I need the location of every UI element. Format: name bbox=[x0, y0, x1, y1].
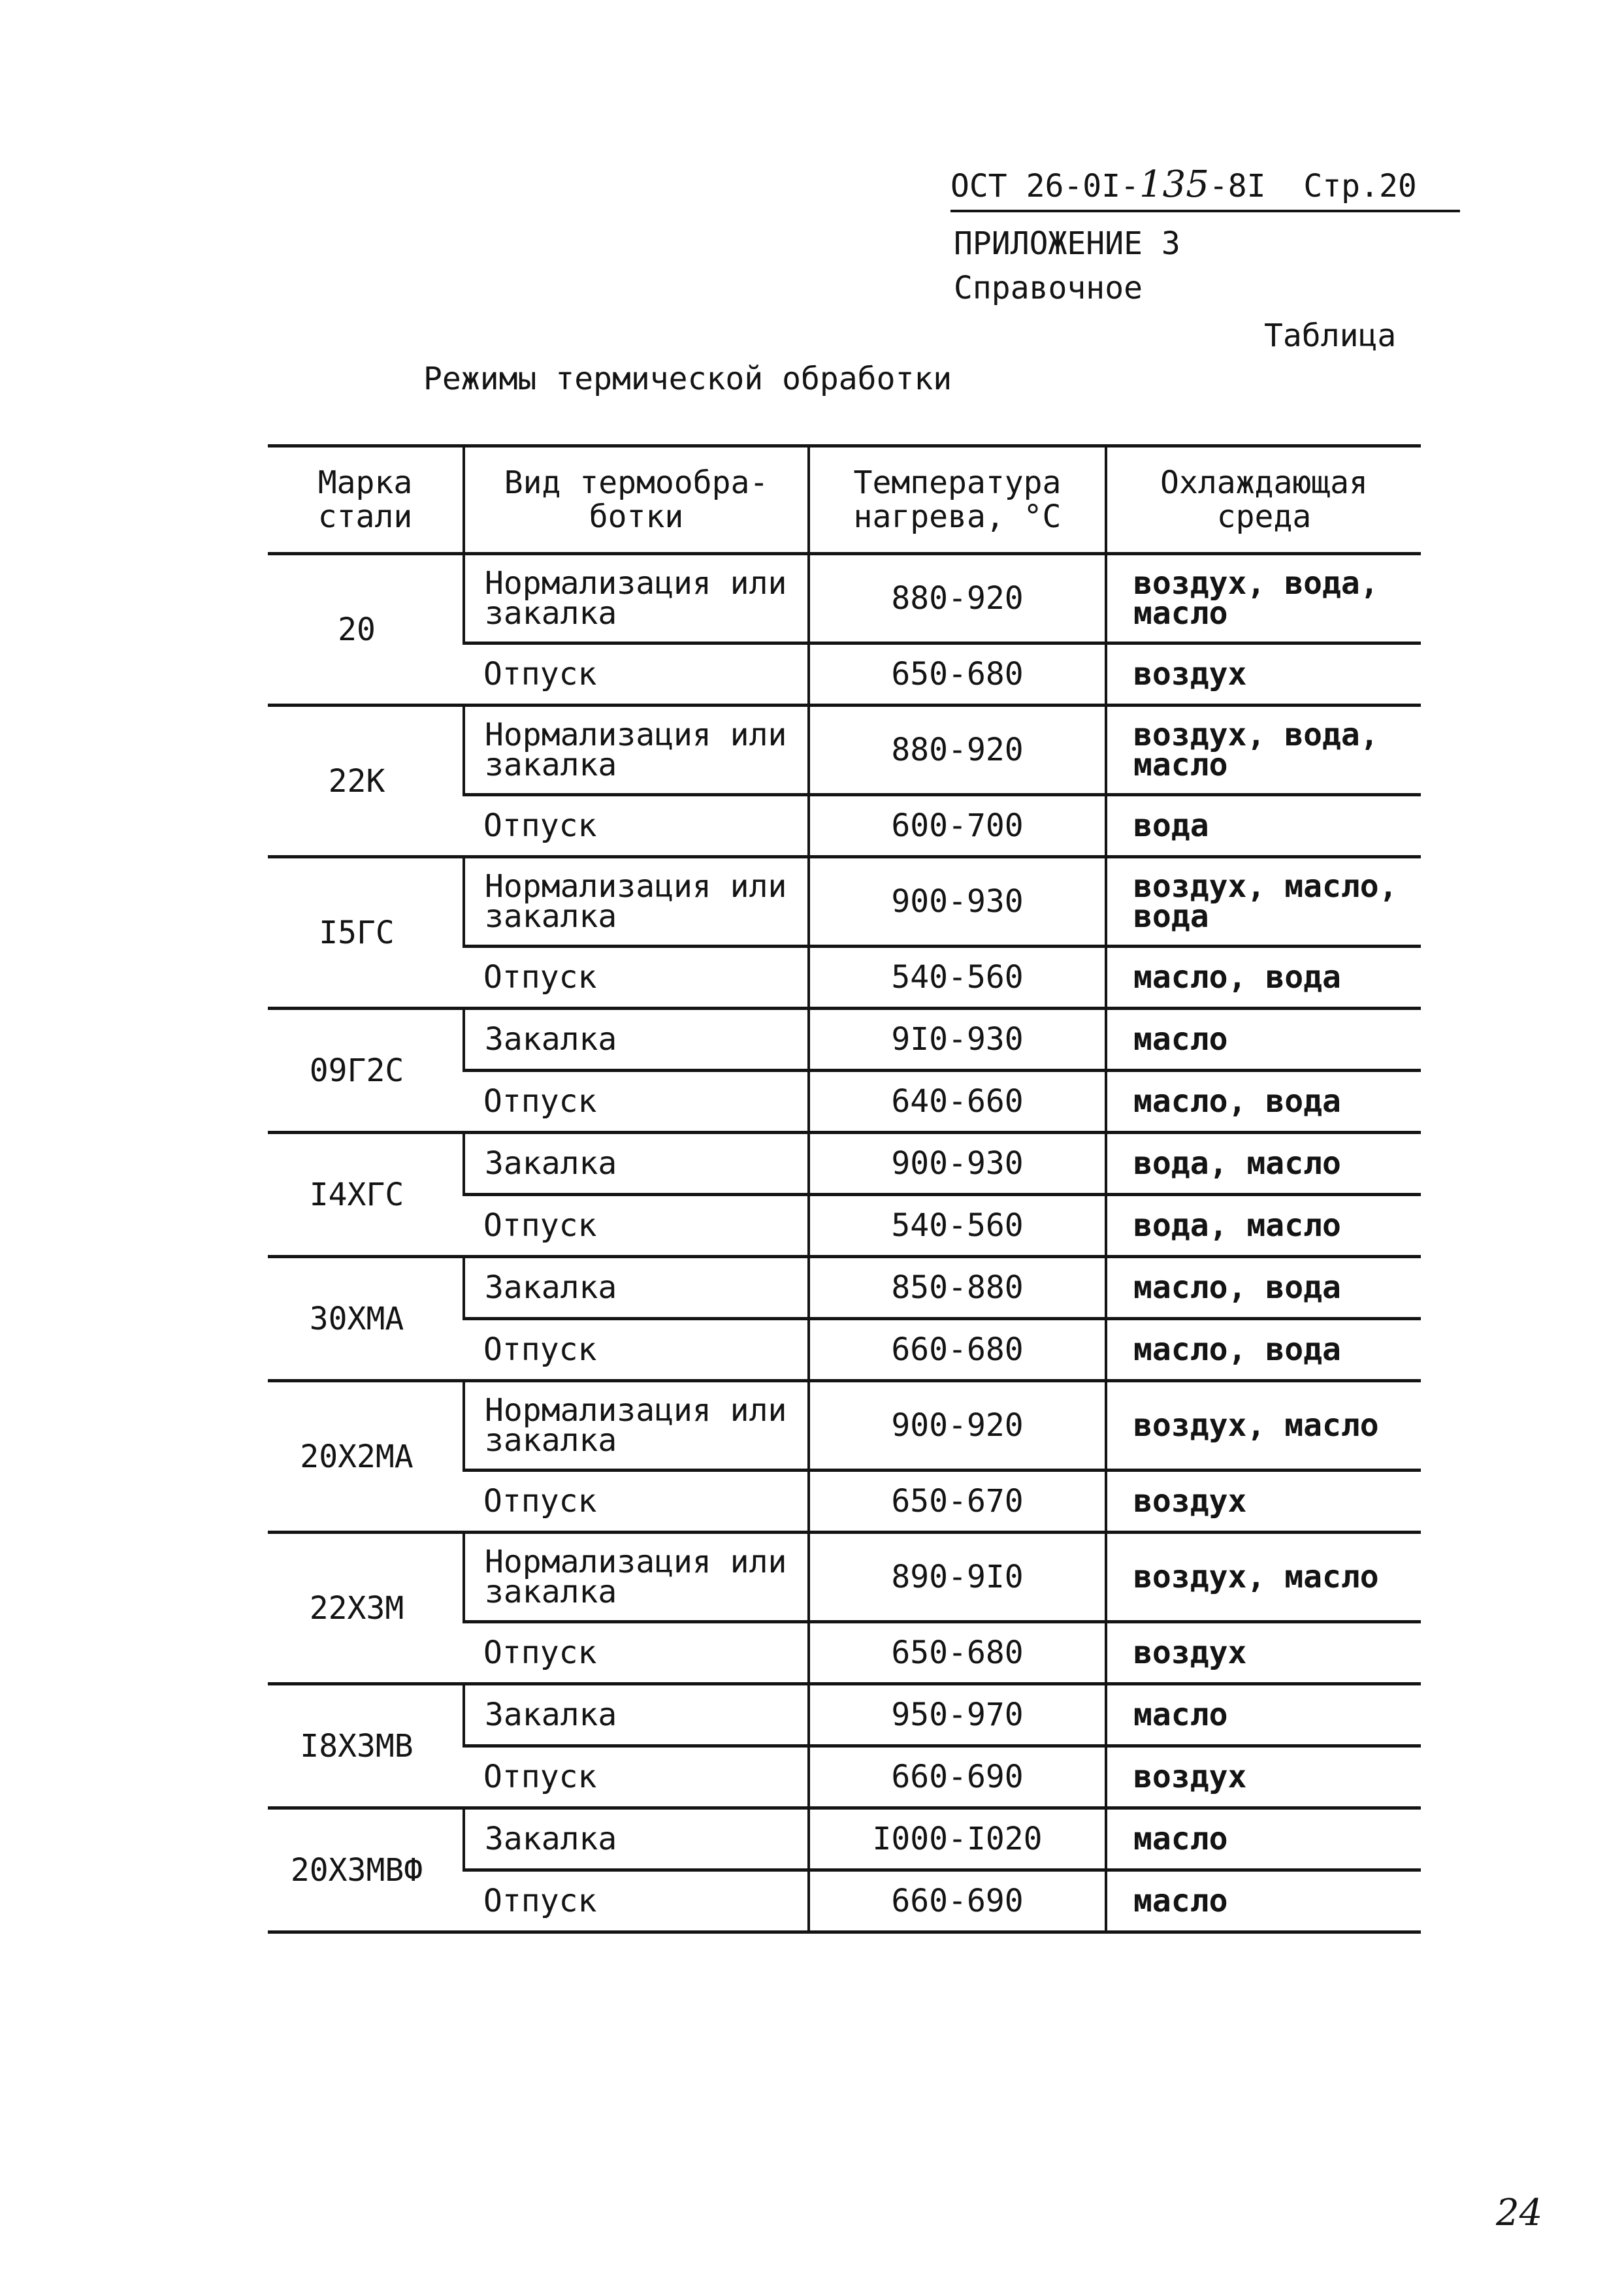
temperature-cell: 600-700 bbox=[809, 795, 1106, 857]
temperature-cell: 650-670 bbox=[809, 1471, 1106, 1533]
treatment-cell: Нормализация или закалка bbox=[464, 554, 809, 643]
steel-grade-cell: 20Х3МВФ bbox=[268, 1808, 464, 1932]
temperature-cell: 9I0-930 bbox=[809, 1009, 1106, 1071]
table-row bbox=[268, 1533, 1421, 1622]
temperature-cell: 900-930 bbox=[809, 1133, 1106, 1195]
temperature-cell: 660-690 bbox=[809, 1870, 1106, 1932]
column-header-medium: Охлаждающая среда bbox=[1106, 446, 1421, 554]
cooling-medium-cell: воздух, вода, масло bbox=[1106, 554, 1421, 643]
cooling-medium-cell: воздух, масло, вода bbox=[1106, 857, 1421, 947]
cooling-medium-cell: воздух, масло bbox=[1106, 1381, 1421, 1471]
table-row bbox=[268, 706, 1421, 795]
steel-grade-cell: 22Х3М bbox=[268, 1533, 464, 1684]
treatment-cell: Отпуск bbox=[464, 1071, 809, 1133]
table-body bbox=[268, 554, 1421, 1932]
cooling-medium-cell: масло bbox=[1106, 1684, 1421, 1746]
cooling-medium-cell: масло bbox=[1106, 1808, 1421, 1870]
cooling-medium-cell: воздух bbox=[1106, 1746, 1421, 1808]
temperature-cell: 890-9I0 bbox=[809, 1533, 1106, 1622]
treatment-cell: Отпуск bbox=[464, 1746, 809, 1808]
treatment-cell: Закалка bbox=[464, 1684, 809, 1746]
standard-designation bbox=[950, 163, 1460, 212]
cooling-medium-cell: воздух bbox=[1106, 1471, 1421, 1533]
treatment-cell: Закалка bbox=[464, 1133, 809, 1195]
table-row bbox=[268, 1381, 1421, 1471]
cooling-medium-cell: масло bbox=[1106, 1870, 1421, 1932]
temperature-cell: 950-970 bbox=[809, 1684, 1106, 1746]
page-label: Стр.20 bbox=[1303, 168, 1417, 204]
temperature-cell: I000-I020 bbox=[809, 1808, 1106, 1870]
steel-grade-cell: I8Х3МВ bbox=[268, 1684, 464, 1808]
temperature-cell: 880-920 bbox=[809, 706, 1106, 795]
column-header-grade: Марка стали bbox=[268, 446, 464, 554]
temperature-cell: 650-680 bbox=[809, 643, 1106, 706]
cooling-medium-cell: масло bbox=[1106, 1009, 1421, 1071]
treatment-cell: Закалка bbox=[464, 1808, 809, 1870]
cooling-medium-cell: вода, масло bbox=[1106, 1133, 1421, 1195]
cooling-medium-cell: масло, вода bbox=[1106, 947, 1421, 1009]
treatment-cell: Отпуск bbox=[464, 1195, 809, 1257]
temperature-cell: 900-920 bbox=[809, 1381, 1106, 1471]
table-row bbox=[268, 1684, 1421, 1746]
temperature-cell: 650-680 bbox=[809, 1622, 1106, 1684]
cooling-medium-cell: масло, вода bbox=[1106, 1071, 1421, 1133]
steel-grade-cell: I5ГС bbox=[268, 857, 464, 1009]
treatment-cell: Отпуск bbox=[464, 1319, 809, 1381]
cooling-medium-cell: воздух bbox=[1106, 1622, 1421, 1684]
temperature-cell: 640-660 bbox=[809, 1071, 1106, 1133]
temperature-cell: 880-920 bbox=[809, 554, 1106, 643]
table-row bbox=[268, 1257, 1421, 1319]
steel-grade-cell: 09Г2С bbox=[268, 1009, 464, 1133]
treatment-cell: Закалка bbox=[464, 1257, 809, 1319]
steel-grade-cell: 20Х2МА bbox=[268, 1381, 464, 1533]
reference-label: Справочное bbox=[954, 270, 1143, 306]
treatment-cell: Закалка bbox=[464, 1009, 809, 1071]
handwritten-page-number: 24 bbox=[1496, 2192, 1543, 2234]
treatment-cell: Отпуск bbox=[464, 947, 809, 1009]
cooling-medium-cell: воздух, масло bbox=[1106, 1533, 1421, 1622]
treatment-cell: Отпуск bbox=[464, 1622, 809, 1684]
table-row bbox=[268, 554, 1421, 643]
cooling-medium-cell: масло, вода bbox=[1106, 1319, 1421, 1381]
temperature-cell: 660-680 bbox=[809, 1319, 1106, 1381]
treatment-cell: Отпуск bbox=[464, 1471, 809, 1533]
cooling-medium-cell: масло, вода bbox=[1106, 1257, 1421, 1319]
cooling-medium-cell: вода bbox=[1106, 795, 1421, 857]
treatment-cell: Нормализация или закалка bbox=[464, 1533, 809, 1622]
standard-suffix: -8I bbox=[1209, 168, 1266, 204]
steel-grade-cell: I4ХГС bbox=[268, 1133, 464, 1257]
table-row bbox=[268, 1009, 1421, 1071]
table-title: Режимы термической обработки bbox=[423, 361, 952, 397]
column-header-treatment: Вид термообра- ботки bbox=[464, 446, 809, 554]
treatment-cell: Отпуск bbox=[464, 643, 809, 706]
temperature-cell: 540-560 bbox=[809, 947, 1106, 1009]
heat-treatment-table bbox=[268, 444, 1421, 1934]
steel-grade-cell: 20 bbox=[268, 554, 464, 706]
table-row bbox=[268, 857, 1421, 947]
temperature-cell: 540-560 bbox=[809, 1195, 1106, 1257]
standard-number-handwritten: 135 bbox=[1139, 163, 1209, 206]
temperature-cell: 850-880 bbox=[809, 1257, 1106, 1319]
temperature-cell: 660-690 bbox=[809, 1746, 1106, 1808]
treatment-cell: Нормализация или закалка bbox=[464, 706, 809, 795]
temperature-cell: 900-930 bbox=[809, 857, 1106, 947]
steel-grade-cell: 30ХМА bbox=[268, 1257, 464, 1381]
cooling-medium-cell: вода, масло bbox=[1106, 1195, 1421, 1257]
table-row bbox=[268, 1133, 1421, 1195]
cooling-medium-cell: воздух, вода, масло bbox=[1106, 706, 1421, 795]
treatment-cell: Отпуск bbox=[464, 1870, 809, 1932]
cooling-medium-cell: воздух bbox=[1106, 643, 1421, 706]
table-label: Таблица bbox=[1264, 317, 1397, 354]
table-row bbox=[268, 1808, 1421, 1870]
standard-prefix: ОСТ 26-0I- bbox=[950, 168, 1139, 204]
column-header-temperature: Температура нагрева, °С bbox=[809, 446, 1106, 554]
appendix-label: ПРИЛОЖЕНИЕ 3 bbox=[954, 225, 1180, 262]
treatment-cell: Нормализация или закалка bbox=[464, 1381, 809, 1471]
table-header-row bbox=[268, 446, 1421, 554]
treatment-cell: Нормализация или закалка bbox=[464, 857, 809, 947]
treatment-cell: Отпуск bbox=[464, 795, 809, 857]
steel-grade-cell: 22К bbox=[268, 706, 464, 857]
